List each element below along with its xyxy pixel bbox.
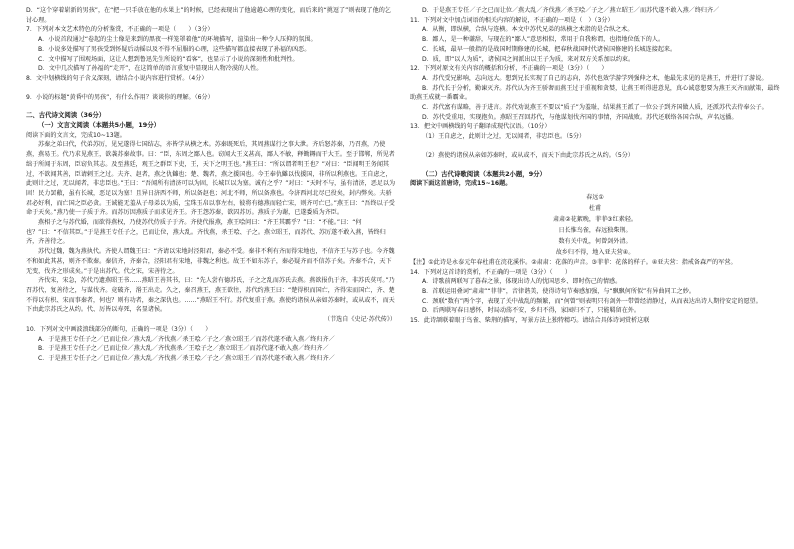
q8-stem: 8．文中划横线的句子含义深刻，请结合小说内容进行赏析。（4分） xyxy=(26,74,208,82)
q9-stem: 9．小说的标题“黄昏中的男孩”，有什么作用？谈谈你的理解。（6分） xyxy=(26,93,214,101)
q12-option-b: B．苏代长于分析，勤谏灭齐。苏代认为齐王骄奢而燕王过于重视和贪婪，让燕王听得进意见，真心诚意想要为燕王灭齐而献策，最终助燕王成就一番霸业。 xyxy=(410,84,780,102)
q10-option-c: C．于是燕王专任子之／已而让位／燕大乱／齐伐燕／杀王哙／子之／燕立昭王／而苏代遂不敢入燕／终归齐／ xyxy=(38,354,335,362)
q12-option-a: A．苏代受兄影响，志向远大。想到兄长实现了自己的志向，苏代也效学游学列强伸之术，他最先求见的是燕王，并进行了游说。 xyxy=(422,74,768,82)
q13-sentence-1: （1）王自虑之，此则计之过，无以闻者，非忠臣也。（5分） xyxy=(422,133,586,141)
q14-option-d: D．后两联写春日感怀，时局动荡不安，乡归不得，家园归不了，只能羁留在外。 xyxy=(422,307,640,315)
q8-option-d: D．“这个穿着崭新的男孩”，在“把一只手放在他的水果上”的时候，已经表现出了他逾越心理的变化，而后来的“挑逗了”则表现了他的乞讨心理。 xyxy=(26,7,391,24)
poem-line: 日长惟鸟雀，春远独柴荆。 xyxy=(558,226,632,234)
poem-title: 春远① xyxy=(586,193,604,201)
poem-author: 杜甫 xyxy=(588,204,602,212)
q7-option-c: C．文中描写了围观场面，这让人想到鲁迅先生所说的“看客”，也显示了小说的深刻性和批判性。 xyxy=(38,55,299,63)
poem-line: 肃肃②花絮晚，菲菲③红素轻。 xyxy=(552,215,638,223)
right-column xyxy=(410,6,780,546)
poem-note: 【注】①此诗是永泰元年春杜甫在浣花溪作。②肃肃：花落的声音。③菲菲：花落的样子。④亚夫营：指戒备森严的军营。 xyxy=(410,258,737,266)
q12-option-c: C．苏代富有谋略，善于进言。苏代劝说燕王不要以“质子”为羞耻，结果燕王派了一位公子到齐国做人质，还派苏代去侍奉公子。 xyxy=(422,104,768,112)
q11-stem: 11．下列对文中加点词语的相关内容的解说，不正确的一项是（ ）（3分） xyxy=(410,16,614,24)
sub1-title: （一）文言文阅读（本题共5小题，19分） xyxy=(38,121,160,130)
part2-title: 二、古代诗文阅读（36分） xyxy=(26,111,106,120)
q13-sentence-2: （2）燕使约诸侯从亲如苏秦时，或从或不，而天下由此宗苏氏之从约。（5分） xyxy=(422,151,634,159)
q7-option-a: A．小说首段通过“卷起的尘土像是来到的黑夜一样笼罩着他”的环境描写，渲染出一种令人压抑的氛围。 xyxy=(38,36,317,44)
q10-option-d: D．于是燕王专任／子之已而让位／燕大乱／齐伐燕／杀王哙／子之／燕立昭王／而苏代遂不敢入燕／终归齐／ xyxy=(422,7,720,14)
q11-option-a: A．从衡，即纵横，合纵与连横。本文中苏代兄弟的纵横之术指的是合纵之术。 xyxy=(422,26,634,34)
poem-block xyxy=(410,192,780,258)
poem-line: 故乡归不得，地入亚夫营④。 xyxy=(555,248,635,256)
passage-paragraph: 齐伐宋，宋急，苏代乃遗燕昭王书……燕昭王善其书，曰：“先人尝有德苏氏，子之之乱而苏氏去燕。燕欲报仇于齐，非苏氏莫可。”乃召苏代，复善待之，与谋伐齐。竟破齐，湣王出走。久之，秦召燕王，燕王欲往，苏代约燕王曰：“楚得枳而国亡，齐得宋而国亡，齐、楚不得以有枳、宋而事秦者，何也？则有功者，秦之深仇也。……”燕昭王不行。苏代复重于燕。燕使约诸侯从亲如苏秦时，或从或不，而天下由此宗苏氏之从约。代、厉皆以寿死，名显诸侯。 xyxy=(26,277,395,314)
sub2-instruction: 阅读下面这首唐诗，完成15~16题。 xyxy=(410,180,512,188)
left-column xyxy=(26,6,396,546)
passage-paragraph: 苏秦之弟曰代，代弟苏厉，见兄遂得七国结志，亦皆学从横之术。苏秦既死后，其周燕谋行之事大泄。齐后怒苏秦，乃召燕，乃使燕，燕易王。代乃求见燕王，欲袭苏秦故事。曰：“臣，东周之鄙人也。窃闻大王义甚高，鄙人不敏，释锄耨而干大王。至于邯郸，所见者绌于所闻于东周，臣窃负其志。及至燕廷，观王之群臣下吏，王，天下之明王也。”燕王曰：“所以谓者明王也？”对曰：“臣闻明王务闻其过，不欲闻其善，臣请刺王之过。夫齐、赵者，燕之仇雠也；楚、魏者，燕之援国也。今王奉仇雠以伐援国，非所以利燕也。王自虑之，此则计之过，无以闻者，非忠臣也。”王曰：“吾闻所有清济可以为固，长城巨以为塞。诚有之乎？”对曰：“天时不与，虽有清济，恶足以为固！民力罢敝，虽有长城，恶足以为塞！且异日济西不师，所以备赵也；河北不师，所以备燕也。今济西河北尽已役矣，封内弊矣。夫骄君必好利，而亡国之臣必贪。王诚能无羞从子母弟以为质，宝珠玉帛以事左右，彼将有德燕而轻亡宋，则齐可亡已。”燕王曰：“吾终以子受命于天矣。”燕乃使一子质于齐。而苏厉因燕质子而求见齐王。齐王怨苏秦，欲囚苏厉。燕质子为谢，已遂委质为齐臣。 xyxy=(26,141,396,217)
passage-paragraph: 苏代过魏，魏为燕执代。齐使人谓魏王曰：“齐请以宋地封泾阳君，秦必不受。秦非不利有齐而得宋地也，不信齐王与苏子也。今齐魏不和如此其甚，则齐不欺秦。秦信齐，齐秦合，泾阳君有宋地，非魏之利也。故王不如东苏子，秦必疑齐而不信苏子矣。齐秦不合，天下无变，伐齐之形成矣。”于是出苏代。代之宋，宋善待之。 xyxy=(26,248,395,275)
q14-stem: 14．下列对这首诗的赏析，不正确的一项是（3分）（ ） xyxy=(410,268,571,276)
q11-option-c: C．长城，最早一般指的是战国时期修建的长城，把春秋战国时代诸侯国修建的长城连接起来。 xyxy=(422,45,677,53)
q7-option-d: D．文中几次描写了孙福的“走开”，在这简单的语言重复中显现出人物冷漠的人性。 xyxy=(38,65,263,73)
q7-stem: 7．下列对本文艺术特色的分析鉴赏，不正确的一项是（ ）（3分） xyxy=(26,26,214,34)
q11-option-d: D．质，即“以人为质”，诸侯国之间派出以王子为质，来对双方关系加以约束。 xyxy=(422,55,635,63)
passage-source: （节选自《史记·苏代传》） xyxy=(323,316,396,324)
q14-option-a: A．诗歌前两联写了暮春之景，体现出诗人的忧国思乡、即时伤己的情感。 xyxy=(422,278,622,286)
q11-option-b: B．鄙人，是一种谦辞，与现在的“鄙人”意思相似，常用于自我称谓，也指地位低下的人。 xyxy=(422,36,665,44)
q12-option-d: D．苏代受重用，实现抱负。燕昭王召回苏代，与他谋划伐齐国的事情，齐国战败。苏代还联络各国合纵，声名远播。 xyxy=(422,113,738,121)
sub1-instruction: 阅读下面的文言文，完成10~13题。 xyxy=(26,131,126,139)
q15-stem: 15．此诗颔联着眼于鸟雀、柴荆的描写，写景方法上独特精巧。请结合具体诗词赏析这联 xyxy=(410,317,650,325)
sub2-title: （二）古代诗歌阅读（本题共2小题，9分） xyxy=(422,169,546,178)
q14-option-c: C．颈联“数有”两个字，表现了关中战乱的频繁，而“何曾”则表明只有剑外一带曾经清静过，从而表达出诗人期待安定的愿望。 xyxy=(422,297,762,305)
q14-option-b: B．首联运用叠词“肃肃”“菲菲”，音律谐美，使得诗句节奏感加强，与“飘飘何所似”有异曲同工之妙。 xyxy=(422,288,695,296)
q10-stem: 10．下列对文中画波浪线部分的断句，正确的一项是（3分）（ ） xyxy=(26,325,212,333)
q10-option-a: A．于是燕王专任子之／已而让位／燕大乱／齐伐燕／杀王哙／子之／燕立昭王／而苏代遂不敢入燕／终归齐／ xyxy=(38,335,335,343)
poem-line: 数有关中乱，何曾剑外清。 xyxy=(558,237,632,245)
q12-stem: 12．下列对原文有关内容的概括和分析，不正确的一项是（3分）（ ） xyxy=(410,65,608,73)
passage-paragraph: 燕相子之与苏代婚，而欲得燕权，乃使苏代侍质子于齐。齐使代报燕，燕王哙问曰：“齐王其霸乎？”曰：“不能。”曰：“何也？”曰：“不信其臣。”于是燕王专任子之，已而让位，燕大乱。齐伐燕，杀王哙、子之。燕立昭王，而苏代、苏厉遂不敢入燕，皆终归齐，齐善待之。 xyxy=(26,219,386,246)
q7-option-b: B．小说多处描写了男孩受到怀疑后动摇以及不得不屈服的心理，这些描写都直接表现了孙福的凶恶。 xyxy=(38,45,311,53)
q13-stem: 13．把文中画横线的句子翻译成现代汉语。（10分） xyxy=(410,123,551,131)
q10-option-b: B．于是燕王专任子之／已而让位／燕大乱／齐伐燕杀／王哙子之／燕立昭王／而苏代遂不敢入燕／终归齐／ xyxy=(38,345,329,353)
